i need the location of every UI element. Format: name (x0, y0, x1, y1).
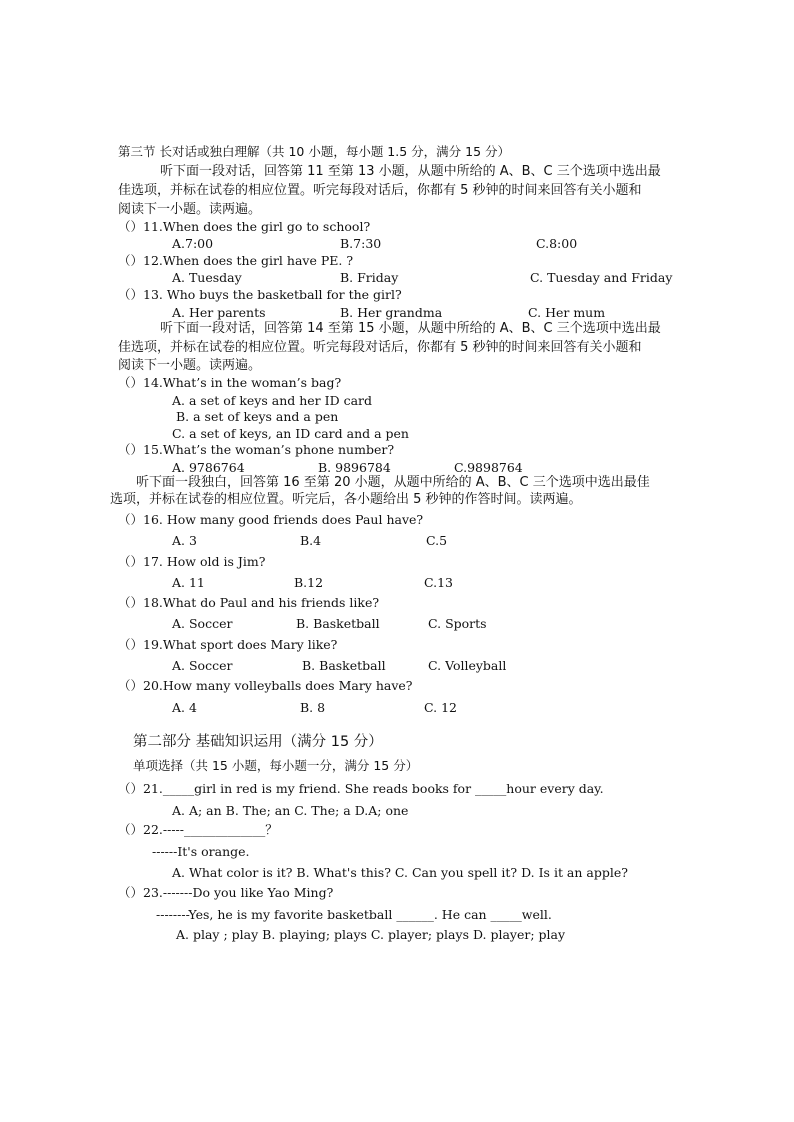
option-a[interactable]: A. a set of keys and her ID card (172, 393, 372, 408)
option-a[interactable]: A. Her parents (172, 305, 266, 320)
option-b[interactable]: B.4 (300, 533, 322, 548)
question-stem: （）13. Who buys the basketball for the girl? (118, 287, 402, 302)
option-a[interactable]: A. Soccer (172, 616, 233, 631)
section-heading: 第三节 长对话或独白理解（共 10 小题，每小题 1.5 分，满分 15 分） (118, 144, 511, 159)
question-stem: （）19.What sport does Mary like? (118, 637, 338, 652)
option-c[interactable]: C. Her mum (528, 305, 606, 320)
option-b[interactable]: B. 8 (300, 700, 326, 715)
option-b[interactable]: B. Her grandma (340, 305, 443, 320)
option-b[interactable]: B. Friday (340, 270, 399, 285)
instruction-line: 听下面一段对话，回答第 14 至第 15 小题，从题中所给的 A、B、C 三个选项中选出最 (160, 321, 661, 336)
instruction-line: 佳选项，并标在试卷的相应位置。听完每段对话后，你都有 5 秒钟的时间来回答有关小题和 (118, 340, 642, 355)
instruction-line: 阅读下一小题。读两遍。 (118, 358, 262, 373)
option-c[interactable]: C.8:00 (536, 236, 578, 251)
instruction-line: 选项，并标在试卷的相应位置。听完后，各小题给出 5 秒钟的作答时间。读两遍。 (110, 492, 582, 507)
question-stem: （）23.-------Do you like Yao Ming? (118, 885, 334, 900)
dialogue-reply: ------It's orange. (152, 844, 250, 859)
instruction-line: 阅读下一小题。读两遍。 (118, 202, 262, 217)
question-stem: （）12.When does the girl have PE. ? (118, 253, 354, 268)
option-c[interactable]: C. a set of keys, an ID card and a pen (172, 426, 409, 441)
question-stem: （）15.What’s the woman’s phone number? (118, 442, 395, 457)
option-a[interactable]: A. 9786764 (172, 460, 245, 475)
option-b[interactable]: B. a set of keys and a pen (176, 409, 339, 424)
option-c[interactable]: C.9898764 (454, 460, 523, 475)
question-stem: （）11.When does the girl go to school? (118, 219, 371, 234)
options-line[interactable]: A. play ; play B. playing; plays C. player; plays D. player; play (176, 927, 566, 942)
option-a[interactable]: A. 4 (172, 700, 197, 715)
option-a[interactable]: A. Tuesday (172, 270, 242, 285)
options-line[interactable]: A. What color is it? B. What's this? C. Can you spell it? D. Is it an apple? (172, 865, 628, 880)
question-stem: （）22.-----_____________？ (118, 822, 278, 837)
option-a[interactable]: A. 11 (172, 575, 205, 590)
option-c[interactable]: C. Tuesday and Friday (530, 270, 673, 285)
instruction-line: 佳选项，并标在试卷的相应位置。听完每段对话后，你都有 5 秒钟的时间来回答有关小题和 (118, 183, 642, 198)
question-stem: （）17. How old is Jim? (118, 554, 266, 569)
question-stem: （）16. How many good friends does Paul have? (118, 512, 424, 527)
option-b[interactable]: B.12 (294, 575, 324, 590)
option-a[interactable]: A. Soccer (172, 658, 233, 673)
question-stem: （）14.What’s in the woman’s bag? (118, 375, 342, 390)
option-a[interactable]: A. 3 (172, 533, 197, 548)
question-stem: （）18.What do Paul and his friends like? (118, 595, 380, 610)
option-c[interactable]: C. 12 (424, 700, 457, 715)
option-b[interactable]: B. 9896784 (318, 460, 391, 475)
instruction-line: 听下面一段对话，回答第 11 至第 13 小题，从题中所给的 A、B、C 三个选项中选出最 (160, 164, 661, 179)
question-stem: （）21._____girl in red is my friend. She reads books for _____hour every day. (118, 781, 604, 796)
question-stem: （）20.How many volleyballs does Mary have? (118, 678, 413, 693)
option-c[interactable]: C.5 (426, 533, 448, 548)
option-c[interactable]: C. Volleyball (428, 658, 507, 673)
dialogue-reply: --------Yes, he is my favorite basketball ______. He can _____well. (156, 907, 552, 922)
option-b[interactable]: B. Basketball (296, 616, 380, 631)
options-line[interactable]: A. A; an B. The; an C. The; a D.A; one (172, 803, 409, 818)
option-b[interactable]: B. Basketball (302, 658, 386, 673)
part-heading: 第二部分 基础知识运用（满分 15 分） (133, 734, 383, 750)
option-b[interactable]: B.7:30 (340, 236, 382, 251)
section-subheading: 单项选择（共 15 小题，每小题一分，满分 15 分） (133, 758, 419, 773)
option-c[interactable]: C.13 (424, 575, 453, 590)
option-c[interactable]: C. Sports (428, 616, 487, 631)
option-a[interactable]: A.7:00 (172, 236, 214, 251)
instruction-line: 听下面一段独白，回答第 16 至第 20 小题，从题中所给的 A、B、C 三个选项中选出最佳 (136, 475, 650, 490)
